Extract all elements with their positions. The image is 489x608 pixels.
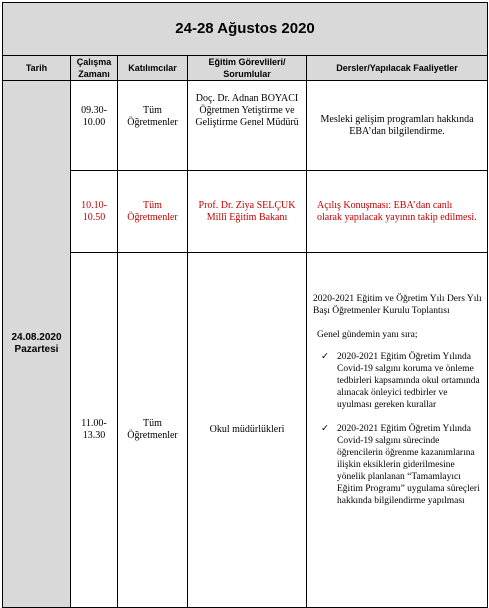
- official-name: Doç. Dr. Adnan BOYACI: [195, 93, 299, 104]
- official-cell: Okul müdürlükleri: [188, 253, 307, 608]
- header-date: Tarih: [3, 56, 71, 81]
- agenda-item-text: 2020-2021 Eğitim Öğretim Yılında Covid-19 salgını sürecinde öğrencilerin öğrenme kazanımlarına ilişkin eksiklerin giderilmesine yönelik planlanan “Tamamlayıcı Eğitim Programı” uygulama süreçleri hakkında bilgilendirme yapılması: [337, 424, 480, 506]
- day-text: Pazartesi: [14, 344, 59, 355]
- official-cell: [188, 81, 307, 171]
- official-title: Öğretmen Yetiştirme ve Geliştirme Genel Müdürü: [195, 105, 299, 128]
- schedule-title: 24-28 Ağustos 2020: [3, 3, 488, 56]
- time-cell: 11.00- 13.30: [71, 253, 118, 608]
- agenda-item: [321, 351, 483, 411]
- header-activities: Dersler/Yapılacak Faaliyetler: [307, 56, 488, 81]
- table-row: [3, 171, 488, 253]
- header-time: Çalışma Zamanı: [71, 56, 118, 81]
- check-icon: ✓: [321, 352, 329, 362]
- activity-cell: [307, 253, 488, 608]
- agenda-item-text: 2020-2021 Eğitim Öğretim Yılında Covid-19 salgını koruma ve önleme tedbirleri kapsamında okul ortamında alınacak önleyici tedbirler ve uyulması gereken kurallar: [337, 352, 480, 410]
- activity-cell: Açılış Konuşması: EBA’dan canlı olarak yapılacak yayının takip edilmesi.: [307, 171, 488, 253]
- schedule-table: [2, 2, 488, 608]
- time-cell: 09.30- 10.00: [71, 81, 118, 171]
- official-cell: [188, 171, 307, 253]
- table-row: [3, 81, 488, 171]
- agenda-intro: Genel gündemin yanı sıra;: [317, 330, 418, 340]
- participants-cell: Tüm Öğretmenler: [118, 253, 188, 608]
- date-cell: [3, 81, 71, 608]
- agenda-item: [321, 423, 483, 507]
- check-icon: ✓: [321, 424, 329, 434]
- header-participants: Katılımcılar: [118, 56, 188, 81]
- date-text: 24.08.2020: [11, 332, 62, 343]
- time-cell: 10.10- 10.50: [71, 171, 118, 253]
- participants-cell: Tüm Öğretmenler: [118, 81, 188, 171]
- official-name: Prof. Dr. Ziya SELÇUK: [198, 199, 296, 211]
- meeting-title: 2020-2021 Eğitim ve Öğretim Yılı Ders Yılı Başı Öğretmenler Kurulu Toplantısı: [313, 294, 482, 316]
- header-officials: Eğitim Görevlileri/ Sorumlular: [188, 56, 307, 81]
- activity-cell: Mesleki gelişim programları hakkında EBA’dan bilgilendirme.: [307, 81, 488, 171]
- official-title: Millî Eğitim Bakanı: [206, 211, 288, 223]
- table-row: [3, 253, 488, 608]
- participants-cell: Tüm Öğretmenler: [118, 171, 188, 253]
